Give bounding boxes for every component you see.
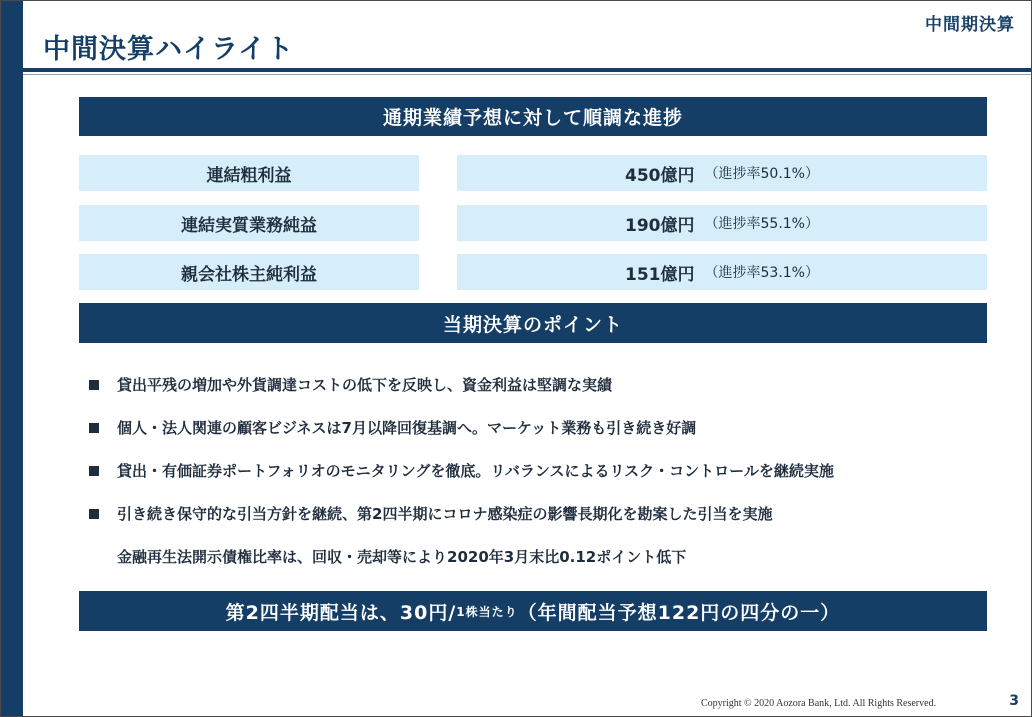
copyright: Copyright © 2020 Aozora Bank, Ltd. All Rights Reserved. bbox=[701, 698, 937, 709]
dividend-note: （年間配当予想122円の四分の一） bbox=[517, 601, 841, 624]
point-text: 引き続き保守的な引当方針を継続、第2四半期にコロナ感染症の影響長期化を勘案した引当を実施 bbox=[117, 505, 773, 523]
title-underline bbox=[23, 68, 1031, 72]
point-text: 貸出・有価証券ポートフォリオのモニタリングを徹底。リバランスによるリスク・コントロールを継続実施 bbox=[117, 462, 834, 480]
list-item bbox=[89, 406, 989, 449]
dividend-banner bbox=[79, 591, 987, 631]
point-text: 個人・法人関連の顧客ビジネスは7月以降回復基調へ。マーケット業務も引き続き好調 bbox=[117, 419, 697, 437]
point-text: 貸出平残の増加や外貨調達コストの低下を反映し、資金利益は堅調な実績 bbox=[117, 376, 613, 394]
metric-label-net-income: 親会社株主純利益 bbox=[79, 254, 419, 290]
metric-progress-rate: （進捗率53.1%） bbox=[704, 265, 819, 281]
metric-progress-rate: （進捗率55.1%） bbox=[704, 216, 819, 232]
points-list bbox=[89, 363, 989, 578]
square-bullet-icon bbox=[89, 509, 99, 519]
metric-label-gross-profit: 連結粗利益 bbox=[79, 155, 419, 191]
metric-value-operating-profit bbox=[457, 205, 987, 241]
metric-amount: 190億円 bbox=[625, 215, 695, 236]
title-underline-thin bbox=[23, 74, 1031, 75]
dividend-main: 第2四半期配当は、30円/ bbox=[225, 601, 457, 624]
highlights-banner: 通期業績予想に対して順調な進捗 bbox=[79, 97, 987, 136]
square-bullet-icon bbox=[89, 380, 99, 390]
metric-progress-rate: （進捗率50.1%） bbox=[704, 166, 819, 182]
metric-amount: 151億円 bbox=[625, 264, 695, 285]
points-banner: 当期決算のポイント bbox=[79, 303, 987, 343]
list-item bbox=[89, 363, 989, 406]
metric-label-operating-profit: 連結実質業務純益 bbox=[79, 205, 419, 241]
metric-value-net-income bbox=[457, 254, 987, 290]
square-bullet-icon bbox=[89, 423, 99, 433]
list-sub-item bbox=[89, 535, 989, 578]
list-item bbox=[89, 492, 989, 535]
metric-amount: 450億円 bbox=[625, 165, 695, 186]
dividend-per-share: 1株当たり bbox=[456, 604, 518, 619]
section-label: 中間期決算 bbox=[925, 15, 1015, 35]
list-item bbox=[89, 449, 989, 492]
square-bullet-icon bbox=[89, 466, 99, 476]
metric-value-gross-profit bbox=[457, 155, 987, 191]
page-number: 3 bbox=[1009, 693, 1019, 709]
left-accent-bar bbox=[1, 1, 23, 716]
page-title: 中間決算ハイライト bbox=[43, 34, 295, 65]
point-text: 金融再生法開示債権比率は、回収・売却等により2020年3月末比0.12ポイント低下 bbox=[117, 548, 687, 566]
